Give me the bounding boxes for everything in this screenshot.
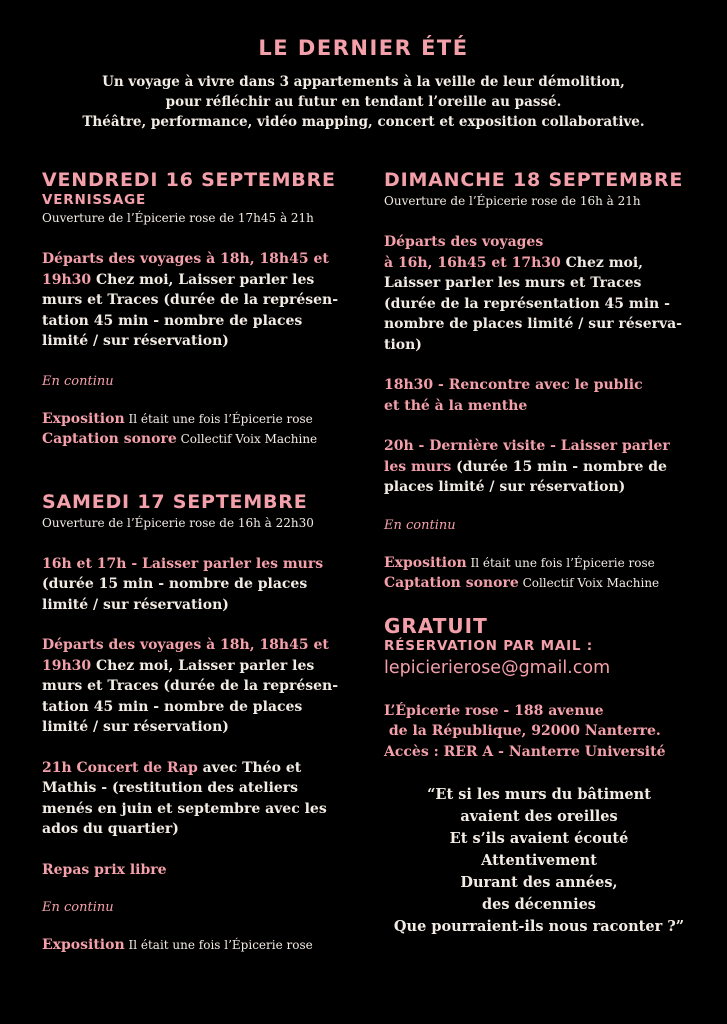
quote: “Et si les murs du bâtiment avaient des oreilles Et s’ils avaient écouté Attentivement Durant des années, des décennies Que pourraient-ils nous raconter ?”: [393, 786, 685, 935]
intro: [0, 72, 727, 132]
day-heading-friday: VENDREDI 16 SEPTEMBRE: [42, 169, 336, 191]
page-title: LE DERNIER ÉTÉ: [258, 36, 469, 60]
address: L’Épicerie rose - 188 avenue de la République, 92000 Nanterre. Accès : RER A - Nanterre Université: [384, 702, 666, 760]
repas-saturday: Repas prix libre: [42, 861, 167, 878]
right-column: [384, 168, 704, 938]
opening-sunday: Ouverture de l’Épicerie rose de 16h à 21h: [384, 194, 641, 208]
intro-line: Un voyage à vivre dans 3 appartements à la veille de leur démolition,: [102, 74, 625, 90]
vernissage-label: VERNISSAGE: [42, 192, 146, 208]
expo-sunday: Exposition Il était une fois l’Épicerie rose Captation sonore Collectif Voix Machine: [384, 554, 660, 591]
reservation-label: RÉSERVATION PAR MAIL :: [384, 637, 593, 654]
day-heading-saturday: SAMEDI 17 SEPTEMBRE: [42, 490, 308, 513]
continu-sunday: En continu: [384, 517, 456, 533]
continu-friday: En continu: [42, 373, 114, 389]
opening-saturday: Ouverture de l’Épicerie rose de 16h à 22h30: [42, 515, 314, 530]
departs-friday: Départs des voyages à 18h, 18h45 et 19h30 Chez moi, Laisser parler les murs et Traces (durée de la représen- tation 45 min - nombre de places limité / sur réservation): [42, 251, 339, 349]
header: [0, 36, 727, 132]
visite-sunday: 20h - Dernière visite - Laisser parler les murs (durée 15 min - nombre de places limité / sur réservation): [384, 438, 670, 495]
left-column: [42, 168, 360, 956]
intro-line: Théâtre, performance, vidéo mapping, concert et exposition collaborative.: [82, 114, 645, 130]
departs-sunday: Départs des voyages à 16h, 16h45 et 17h30 Chez moi, Laisser parler les murs et Traces (durée de la représentation 45 min - nombre de places limité / sur réserva- tion): [384, 234, 682, 353]
gratuit-label: GRATUIT: [384, 613, 488, 638]
concert-saturday: 21h Concert de Rap avec Théo et Mathis - (restitution des ateliers menés en juin et septembre avec les ados du quartier): [42, 759, 327, 837]
intro-line: pour réfléchir au futur en tendant l’oreille au passé.: [165, 94, 562, 110]
murs-saturday: 16h et 17h - Laisser parler les murs (durée 15 min - nombre de places limité / sur réservation): [42, 555, 324, 613]
day-heading-sunday: DIMANCHE 18 SEPTEMBRE: [384, 169, 684, 191]
email-link[interactable]: lepicierierose@gmail.com: [384, 657, 611, 678]
expo-saturday: Exposition Il était une fois l’Épicerie rose: [42, 937, 313, 953]
rencontre-sunday: 18h30 - Rencontre avec le public et thé à la menthe: [384, 377, 643, 414]
continu-saturday: En continu: [42, 900, 114, 915]
opening-friday: Ouverture de l’Épicerie rose de 17h45 à 21h: [42, 211, 314, 225]
expo-friday: Exposition Il était une fois l’Épicerie rose Captation sonore Collectif Voix Machine: [42, 410, 318, 447]
departs-saturday: Départs des voyages à 18h, 18h45 et 19h30 Chez moi, Laisser parler les murs et Traces (durée de la représen- tation 45 min - nombre de places limité / sur réservation): [42, 637, 339, 735]
